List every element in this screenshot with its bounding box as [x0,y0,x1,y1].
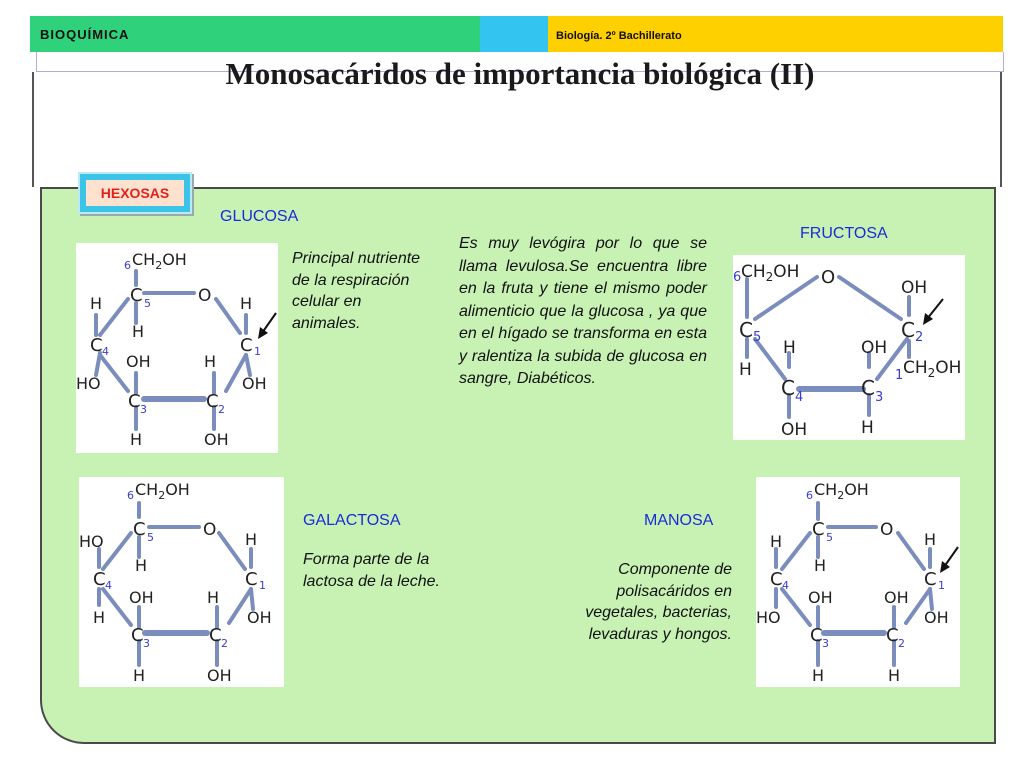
mannose-c2: C [886,625,899,646]
svg-text:5: 5 [826,531,833,544]
mannose-ring-o: O [880,520,894,540]
glucose-c3: C [128,391,141,412]
fructose-c2: C [901,318,915,342]
svg-text:H: H [924,530,937,549]
glucose-ch2oh: $CH_2OH$ [132,250,187,272]
svg-text:H: H [240,294,253,313]
glucose-name: GLUCOSA [220,208,299,225]
svg-text:1: 1 [254,345,261,358]
svg-text:2: 2 [218,403,225,416]
svg-text:H: H [861,418,874,438]
mannose-c5: C [812,519,825,540]
svg-text:5: 5 [147,531,154,544]
header-cyan-bar [480,16,548,52]
fructose-ch2oh-6: $CH_2OH$ [741,262,800,284]
svg-text:OH: OH [781,420,808,440]
galactose-description: Forma parte de la lactosa de la leche. [303,551,440,590]
svg-text:5: 5 [144,297,151,310]
galactose-c3: C [131,625,144,646]
svg-text:1: 1 [938,579,945,592]
galactose-c4: C [93,569,106,590]
svg-text:4: 4 [105,579,112,592]
glucose-c5: C [130,285,143,306]
svg-text:H: H [783,338,796,358]
mannose-c1: C [924,569,937,590]
svg-text:H: H [770,532,783,551]
svg-text:OH: OH [242,374,267,393]
mannose-c4: C [770,569,783,590]
svg-text:2: 2 [221,637,228,650]
svg-text:OH: OH [126,352,151,371]
galactose-ring-o: O [203,520,217,540]
svg-text:4: 4 [102,345,109,358]
svg-text:HO: HO [79,532,104,551]
svg-text:6: 6 [733,270,742,285]
mannose-structure [756,477,960,687]
svg-text:H: H [888,666,901,685]
svg-text:H: H [93,608,106,627]
fructose-arrow-icon [923,299,943,325]
svg-text:2: 2 [915,330,924,345]
fructose-c3: C [861,376,875,400]
glucose-c1: C [240,335,253,356]
page-title: Monosacáridos de importancia biológica (II) [225,56,815,91]
fructose-description: Es muy levógira por lo que se llama levulosa.Se encuentra libre en la fruta y tiene el mismo poder alimenticio que la glucosa , ya que en el hígado se transforma en esta y ralentiza la subida de glucosa en sangre, Diabéticos. [459,235,707,387]
svg-text:OH: OH [901,278,928,298]
fructose-c5: C [739,318,753,342]
svg-text:OH: OH [861,338,888,358]
svg-text:6: 6 [127,489,134,502]
glucose-arrow-icon [258,313,276,339]
svg-text:OH: OH [207,666,232,685]
svg-text:H: H [132,322,145,341]
svg-text:H: H [814,556,827,575]
svg-text:3: 3 [140,403,147,416]
hexosas-tab-label: HEXOSAS [86,180,184,206]
svg-text:OH: OH [129,588,154,607]
svg-text:H: H [130,430,143,449]
svg-text:OH: OH [808,588,833,607]
fructose-c4: C [781,376,795,400]
galactose-ch2oh: $CH_2OH$ [135,480,190,502]
glucose-c2: C [206,391,219,412]
glucose-c4: C [90,335,103,356]
galactose-c5: C [133,519,146,540]
glucose-structure [76,243,278,453]
galactose-name: GALACTOSA [303,512,401,529]
svg-text:1: 1 [895,368,904,383]
svg-text:H: H [133,666,146,685]
mannose-c3: C [810,625,823,646]
svg-text:3: 3 [875,390,884,405]
svg-text:HO: HO [76,374,101,393]
svg-text:3: 3 [143,637,150,650]
svg-text:3: 3 [822,637,829,650]
svg-text:H: H [207,588,220,607]
svg-text:OH: OH [884,588,909,607]
hexosas-tab [78,172,192,214]
svg-text:OH: OH [204,430,229,449]
glucose-c6-num: 6 [124,259,131,272]
svg-text:5: 5 [753,330,762,345]
svg-text:2: 2 [898,637,905,650]
svg-text:H: H [204,352,217,371]
galactose-c1: C [245,569,258,590]
galactose-c2: C [209,625,222,646]
galactose-structure [79,477,284,687]
glucose-description: Principal nutriente de la respiración celular en animales. [292,250,421,332]
svg-text:H: H [90,294,103,313]
glucose-ring-o: O [198,286,212,306]
header-course: Biología. 2º Bachillerato [556,30,682,42]
fructose-structure [733,255,965,440]
svg-text:4: 4 [795,390,804,405]
svg-text:H: H [812,666,825,685]
header-subject: BIOQUÍMICA [40,27,130,42]
svg-text:HO: HO [756,608,781,627]
fructose-ring-o: O [821,267,836,288]
svg-text:4: 4 [782,579,789,592]
svg-text:1: 1 [259,579,266,592]
mannose-ch2oh: $CH_2OH$ [814,480,869,502]
svg-text:OH: OH [924,608,949,627]
svg-text:6: 6 [806,489,813,502]
svg-text:OH: OH [247,608,272,627]
svg-text:H: H [135,556,148,575]
mannose-arrow-icon [940,547,958,573]
mannose-description: Componente de polisacáridos en vegetales, bacterias, levaduras y hongos. [585,561,732,643]
fructose-name: FRUCTOSA [800,225,888,242]
mannose-name: MANOSA [644,512,714,529]
svg-text:H: H [739,360,752,380]
svg-text:H: H [245,530,258,549]
fructose-ch2oh-1: $CH_2OH$ [903,358,962,380]
